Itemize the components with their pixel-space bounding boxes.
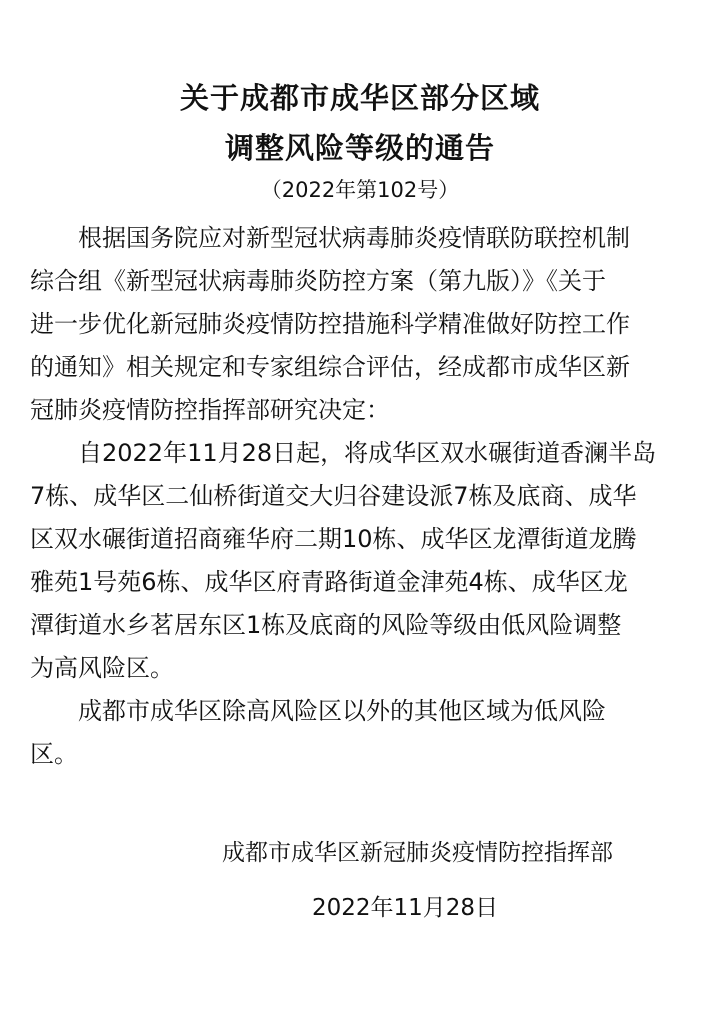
paragraph-line: 区。 [30,740,78,768]
paragraph-line: 的通知》相关规定和专家组综合评估，经成都市成华区新 [30,353,630,381]
paragraph-line: 根据国务院应对新型冠状病毒肺炎疫情联防联控机制 [78,224,630,252]
paragraph-line: 为高风险区。 [30,654,174,682]
paragraph-line: 自2022年11月28日起，将成华区双水碾街道香澜半岛 [78,439,657,467]
notice-title-line-2: 调整风险等级的通告 [224,131,495,165]
signature-date: 2022年11月28日 [312,895,499,921]
paragraph-line: 冠肺炎疫情防控指挥部研究决定： [30,396,390,424]
paragraph-line: 7栋、成华区二仙桥街道交大归谷建设派7栋及底商、成华 [30,482,637,510]
paragraph-line: 进一步优化新冠肺炎疫情防控措施科学精准做好防控工作 [30,310,630,338]
paragraph-line: 综合组《新型冠状病毒肺炎防控方案（第九版）》《关于 [30,267,606,295]
paragraph-line: 区双水碾街道招商雍华府二期10栋、成华区龙潭街道龙腾 [30,525,637,553]
paragraph-line: 潭街道水乡茗居东区1栋及底商的风险等级由低风险调整 [30,611,622,639]
notice-title-line-1: 关于成都市成华区部分区域 [179,81,540,115]
document-number: （2022年第102号） [260,178,460,202]
signature-organization: 成都市成华区新冠肺炎疫情防控指挥部 [222,840,613,866]
paragraph-line: 雅苑1号苑6栋、成华区府青路街道金津苑4栋、成华区龙 [30,568,628,596]
paragraph-line: 成都市成华区除高风险区以外的其他区域为低风险 [78,697,606,725]
